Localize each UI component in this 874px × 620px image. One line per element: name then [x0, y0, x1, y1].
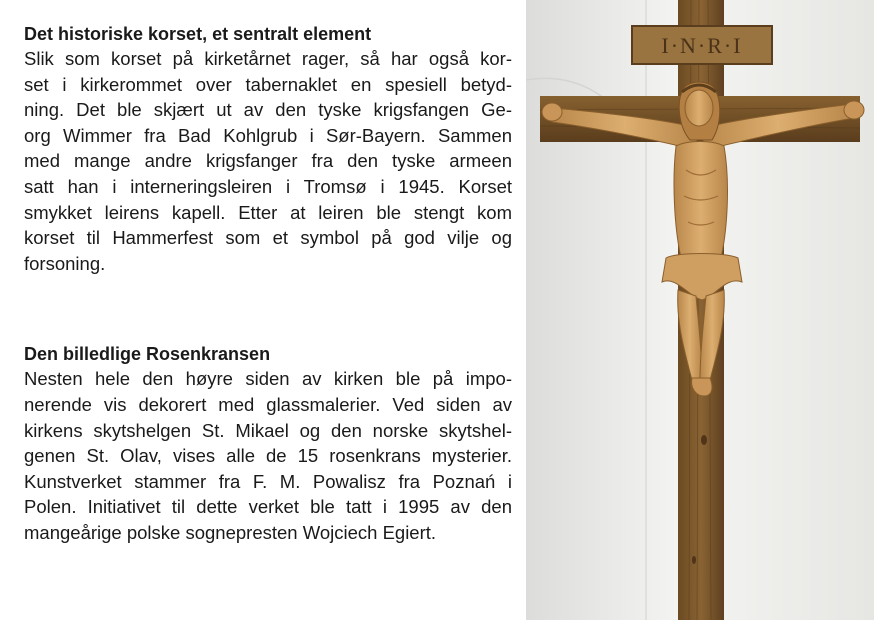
text-line: med mange andre krigsfanger fra den tyske armeen	[24, 150, 512, 172]
section-heading: Det historiske korset, et sentralt element	[24, 24, 372, 44]
text-line: mangeårige polske sognepresten Wojciech Egiert.	[24, 521, 437, 543]
text-line: forsoning.	[24, 252, 106, 274]
text-line: genen St. Olav, vises alle de 15 rosenkrans mysterier.	[24, 445, 512, 467]
text-line: ning. Det ble skjært ut av den tyske krigsfangen Ge-	[24, 99, 512, 121]
text-line: org Wimmer fra Bad Kohlgrub i Sør-Bayern. Sammen	[24, 124, 512, 146]
crucifix-photo	[526, 0, 874, 620]
text-line: satt han i interneringsleiren i Tromsø i 1945. Korset	[24, 175, 512, 197]
crucifix-illustration	[526, 0, 874, 620]
text-line: korset til Hammerfest som et symbol på god vilje og	[24, 227, 512, 249]
section-rosary	[24, 342, 512, 545]
section-heading: Den billedlige Rosenkransen	[24, 344, 271, 365]
text-line: kirkens skytshelgen St. Mikael og den norske skytshel-	[24, 419, 512, 441]
text-column	[24, 22, 512, 546]
text-line: Polen. Initiativet til dette verket ble tatt i 1995 av den	[24, 496, 512, 518]
wood-knot	[692, 556, 696, 564]
text-line: Slik som korset på kirketårnet rager, så har også kor-	[24, 48, 512, 69]
text-line: nerende vis dekorert med glassmalerier. Ved siden av	[24, 393, 512, 415]
text-line: Kunstverket stammer fra F. M. Powalisz fra Poznań i	[24, 470, 512, 492]
inri-inscription: I·N·R·I	[661, 33, 743, 58]
section-historical-cross	[24, 22, 512, 276]
text-line: smykket leirens kapell. Etter at leiren ble stengt kom	[24, 201, 512, 223]
wood-knot	[701, 435, 707, 445]
left-hand	[542, 103, 562, 121]
text-line: Nesten hele den høyre siden av kirken ble på impo-	[24, 368, 512, 390]
section-body	[24, 46, 512, 276]
section-body	[24, 366, 512, 545]
right-hand	[844, 101, 864, 119]
head	[685, 90, 713, 126]
text-line: set i kirkerommet over tabernaklet en spesiell betyd-	[24, 73, 512, 95]
torso	[674, 142, 727, 263]
